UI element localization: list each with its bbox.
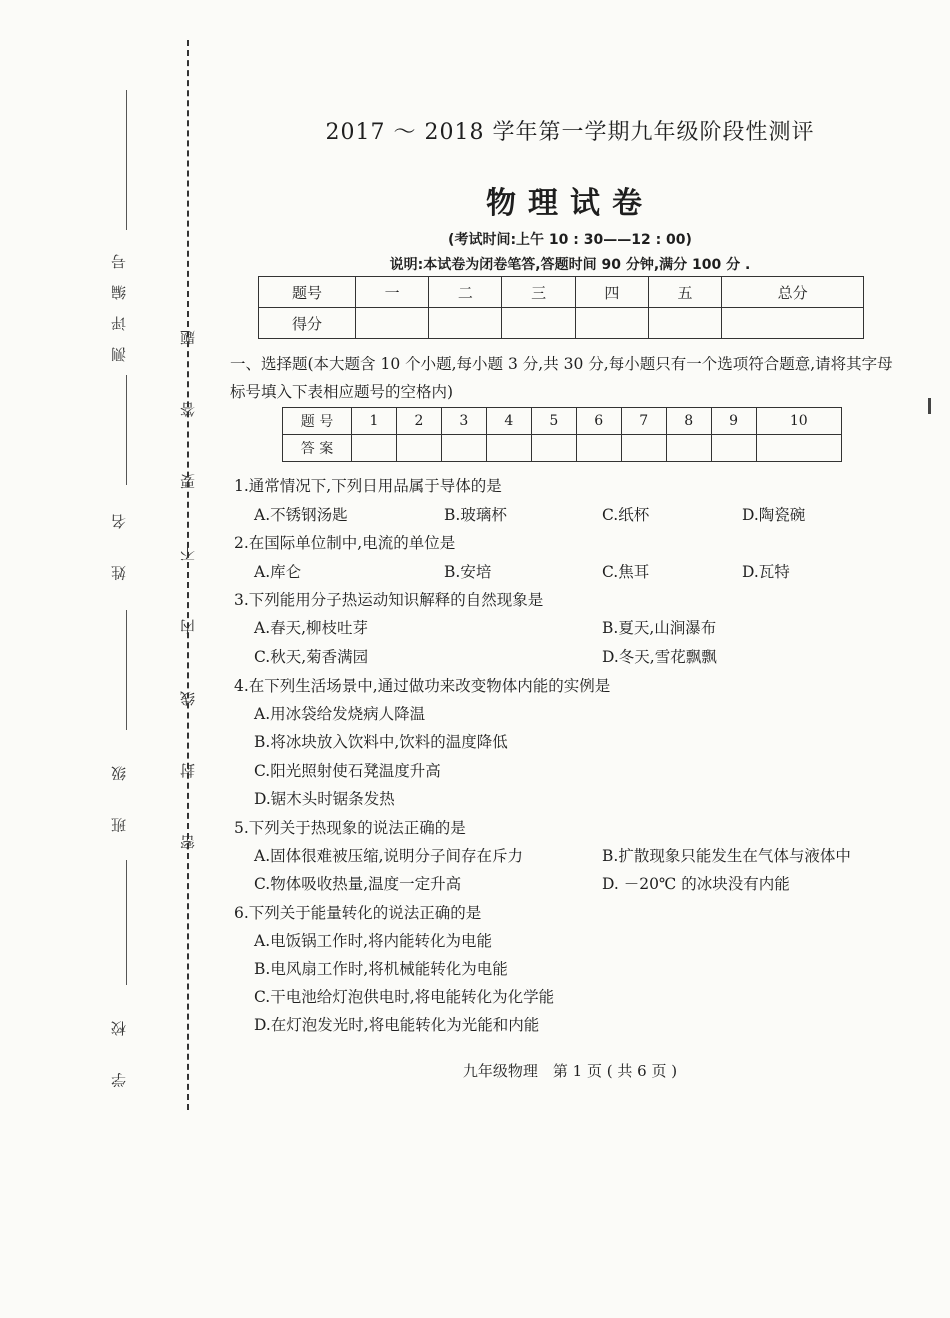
score-table <box>258 276 864 339</box>
answer-cell[interactable] <box>531 435 576 462</box>
page-footer: 九年级物理 第 1 页 ( 共 6 页 ) <box>462 1062 678 1080</box>
seal-char: 答 <box>179 402 197 418</box>
answer-table-number: 7 <box>621 408 666 435</box>
answer-cell[interactable] <box>441 435 486 462</box>
name-line <box>126 375 127 485</box>
score-table-col: 四 <box>575 277 648 308</box>
question-option: D. －20℃ 的冰块没有内能 <box>602 875 790 893</box>
question-option: C.纸杯 <box>602 506 650 524</box>
question-option: A.库仑 <box>254 563 302 581</box>
question-stem: 2.在国际单位制中,电流的单位是 <box>234 534 456 552</box>
answer-cell[interactable] <box>486 435 531 462</box>
question-option: C.物体吸收热量,温度一定升高 <box>254 875 462 893</box>
answer-cell[interactable] <box>756 435 841 462</box>
question-option: A.不锈钢汤匙 <box>254 506 348 524</box>
question-option: D.锯木头时锯条发热 <box>254 790 395 808</box>
school-line <box>126 860 127 985</box>
exam-instructions: 说明:本试卷为闭卷笔答,答题时间 90 分钟,满分 100 分 . <box>389 257 751 273</box>
score-table-label: 题号 <box>259 277 356 308</box>
score-cell[interactable] <box>648 308 721 339</box>
answer-cell[interactable] <box>352 435 397 462</box>
answer-table-number: 8 <box>666 408 711 435</box>
exam-title: 2017 ～ 2018 学年第一学期九年级阶段性测评 <box>325 120 815 145</box>
question-option: A.春天,柳枝吐芽 <box>254 619 369 637</box>
question-option: B.将冰块放入饮料中,饮料的温度降低 <box>254 733 508 751</box>
answer-cell[interactable] <box>576 435 621 462</box>
answer-table-label: 答 案 <box>283 435 352 462</box>
seal-char: 封 <box>179 762 197 778</box>
score-table-col: 二 <box>429 277 502 308</box>
question-option: C.秋天,菊香满园 <box>254 648 369 666</box>
question-option: C.焦耳 <box>602 563 650 581</box>
exam-time-note: (考试时间:上午 10 : 30——12 : 00) <box>448 232 692 248</box>
score-table-score-row <box>259 308 864 339</box>
answer-cell[interactable] <box>396 435 441 462</box>
question-option: B.夏天,山涧瀑布 <box>602 619 717 637</box>
seal-char: 内 <box>179 618 197 634</box>
answer-table-number-row <box>283 408 842 435</box>
seal-char: 线 <box>179 690 197 706</box>
answer-cell[interactable] <box>666 435 711 462</box>
answer-table-number: 6 <box>576 408 621 435</box>
scan-mark <box>928 398 931 414</box>
question-option: A.固体很难被压缩,说明分子间存在斥力 <box>254 847 524 865</box>
question-option: A.用冰袋给发烧病人降温 <box>254 705 426 723</box>
score-table-col: 五 <box>648 277 721 308</box>
question-option: C.干电池给灯泡供电时,将电能转化为化学能 <box>254 988 555 1006</box>
question-option: B.扩散现象只能发生在气体与液体中 <box>602 847 851 865</box>
question-option: A.电饭锅工作时,将内能转化为电能 <box>254 932 493 950</box>
question-option: D.在灯泡发光时,将电能转化为光能和内能 <box>254 1016 540 1034</box>
exam-page <box>230 0 910 1318</box>
seal-char: 题 <box>179 330 197 346</box>
section-1-heading: 一、选择题(本大题含 10 个小题,每小题 3 分,共 30 分,每小题只有一个选项符合题意,请将其字母标号填入下表相应题号的空格内) <box>230 355 893 401</box>
answer-table-number: 3 <box>441 408 486 435</box>
eval-number-line <box>126 90 127 230</box>
seal-char: 要 <box>179 474 197 490</box>
score-table-col: 总分 <box>722 277 864 308</box>
question-stem: 6.下列关于能量转化的说法正确的是 <box>234 904 482 922</box>
question-stem: 1.通常情况下,下列日用品属于导体的是 <box>234 477 502 495</box>
score-table-col: 三 <box>502 277 575 308</box>
answer-table-label: 题 号 <box>283 408 352 435</box>
answer-table-answer-row <box>283 435 842 462</box>
answer-table-number: 5 <box>531 408 576 435</box>
question-stem: 3.下列能用分子热运动知识解释的自然现象是 <box>234 591 544 609</box>
question-option: D.瓦特 <box>742 563 790 581</box>
answer-table-number: 10 <box>756 408 841 435</box>
answer-cell[interactable] <box>711 435 756 462</box>
score-table-label: 得分 <box>259 308 356 339</box>
seal-dashed-line <box>187 40 189 1110</box>
seal-char: 密 <box>179 835 197 850</box>
name-label: 姓 名 <box>110 498 128 581</box>
answer-table-number: 2 <box>396 408 441 435</box>
answer-table <box>282 407 842 462</box>
question-stem: 5.下列关于热现象的说法正确的是 <box>234 819 466 837</box>
class-label: 班 级 <box>110 750 128 833</box>
class-line <box>126 610 127 730</box>
answer-cell[interactable] <box>621 435 666 462</box>
score-cell[interactable] <box>502 308 575 339</box>
score-cell[interactable] <box>722 308 864 339</box>
answer-table-number: 4 <box>486 408 531 435</box>
score-cell[interactable] <box>356 308 429 339</box>
question-option: B.电风扇工作时,将机械能转化为电能 <box>254 960 508 978</box>
seal-char: 不 <box>179 546 197 562</box>
question-option: B.玻璃杯 <box>444 506 507 524</box>
answer-table-number: 9 <box>711 408 756 435</box>
score-table-header-row <box>259 277 864 308</box>
school-label: 学 校 <box>110 1005 128 1088</box>
score-cell[interactable] <box>575 308 648 339</box>
score-cell[interactable] <box>429 308 502 339</box>
question-stem: 4.在下列生活场景中,通过做功来改变物体内能的实例是 <box>234 677 611 695</box>
paper-title: 物理试卷 <box>486 186 654 221</box>
answer-table-number: 1 <box>352 408 397 435</box>
binding-strip <box>0 0 200 1318</box>
question-option: D.陶瓷碗 <box>742 506 806 524</box>
question-option: D.冬天,雪花飘飘 <box>602 648 717 666</box>
score-table-col: 一 <box>356 277 429 308</box>
question-option: B.安培 <box>444 563 492 581</box>
eval-number-label: 测评编号 <box>110 238 128 362</box>
question-option: C.阳光照射使石凳温度升高 <box>254 762 441 780</box>
